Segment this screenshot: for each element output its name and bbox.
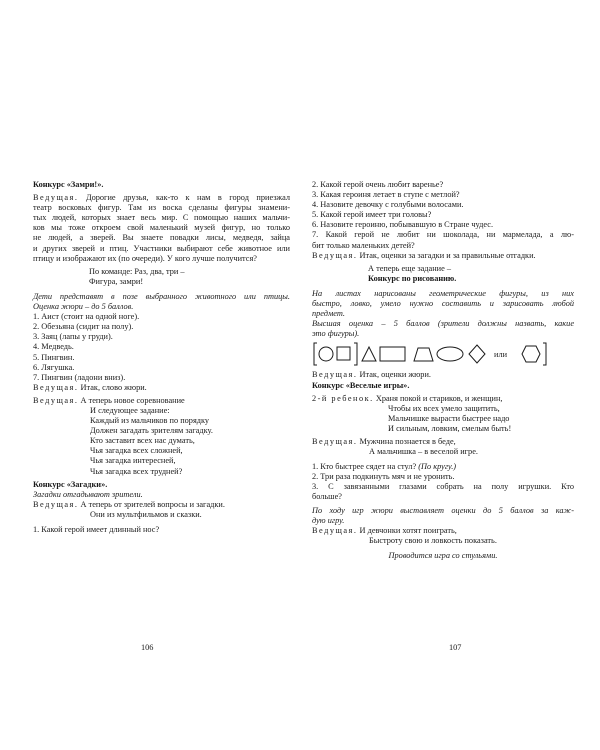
text-line: 7. Пингвин (ладони вниз).: [33, 372, 126, 382]
speaker-label: Ведущая.: [312, 436, 358, 446]
speaker-label: Ведущая.: [33, 193, 79, 203]
text-line: [33, 383, 290, 393]
text-line: А мальчишка – в веселой игре.: [369, 447, 478, 457]
text-line: 3. С завязанными глазами собрать на полу игрушки. Кто: [312, 482, 574, 492]
speaker-label: Ведущая.: [33, 382, 79, 392]
page-number-right: 107: [449, 643, 462, 652]
speech-text: Храня покой и стариков, и женщин,: [373, 393, 503, 403]
text-line: 4. Назовите девочку с голубыми волосами.: [312, 200, 464, 210]
text-line: Должен загадать зрителям загадку.: [90, 426, 213, 436]
text-line: не людей, а зверей. Вы знаете повадки лисы, медведя, зайца: [33, 233, 290, 243]
text-line: 5. Пингвин.: [33, 352, 75, 362]
text-line: это фигуры).: [312, 329, 360, 339]
text-line: [312, 251, 574, 261]
text-line: птицу и изображают их (по очереди). У кого лучше получится?: [33, 253, 257, 263]
text-line: 4. Медведь.: [33, 342, 74, 352]
text-line: быстро, ловко, умело нужно составить и зарисовать любой: [312, 299, 574, 309]
text-line: тых людей, которых знает весь мир. С помощью наших мальчи-: [33, 213, 290, 223]
circle-shape: [319, 347, 333, 361]
hexagon-shape: [522, 346, 540, 362]
text-line: И сильным, ловким, смелым быть!: [388, 423, 512, 433]
text-line: По команде: Раз, два, три –: [89, 266, 185, 276]
text-line: Дети представят в позе выбранного животного или птицы.: [33, 291, 290, 301]
text-line: [312, 526, 574, 536]
speaker-label: Ведущая.: [312, 525, 358, 535]
speech-text: Итак, слово жюри.: [78, 382, 147, 392]
game-text: 1. Кто быстрее сядет на стул?: [312, 462, 419, 472]
right-page: [312, 180, 574, 561]
text-line: Чья загадка всех сложней,: [90, 446, 183, 456]
text-line: [33, 396, 290, 406]
speaker-label: Ведущая.: [33, 499, 79, 509]
text-line: [312, 437, 574, 447]
text-line: Фигура, замри!: [89, 276, 144, 286]
game-note: (По кругу.): [418, 462, 457, 472]
text-line: ков мы тоже откроем свой маленький музей фигур, но только: [33, 223, 290, 233]
left-page: [33, 180, 290, 535]
speech-text: Итак, оценки жюри.: [357, 370, 431, 380]
square-shape: [337, 347, 350, 360]
text-line: театр восковых фигур. Там из воска сделаны фигуры знамени-: [33, 203, 290, 213]
text-line: дую игру.: [312, 515, 345, 525]
text-line: 2. Три раза подкинуть мяч и не уронить.: [312, 472, 455, 482]
text-line: Конкурс по рисованию.: [368, 273, 457, 283]
geometric-shapes-row: [312, 341, 574, 367]
text-line: На листах нарисованы геометрические фигуры, из них: [312, 288, 574, 298]
text-line: 6. Лягушка.: [33, 362, 75, 372]
text-line: [33, 500, 290, 510]
left-bracket-shape: [314, 343, 317, 365]
text-line: Загадки отгадывают зрители.: [33, 489, 143, 499]
text-line: 3. Заяц (лапы у груди).: [33, 332, 113, 342]
text-line: Чтобы их всех умело защитить,: [388, 403, 500, 413]
speaker-label: Ведущая.: [312, 370, 358, 380]
text-line: А теперь еще задание –: [368, 263, 451, 273]
speech-text: И девчонки хотят поиграть,: [357, 525, 457, 535]
text-line: Чья загадка интересней,: [90, 456, 176, 466]
speech-text: Мужчина познается в беде,: [357, 436, 456, 446]
text-line: Оценка жюри – до 5 баллов.: [33, 302, 134, 312]
text-line: Мальчишке вырасти быстрее надо: [388, 413, 510, 423]
text-line: [312, 394, 574, 404]
rectangle-shape: [380, 347, 405, 361]
text-line: 1. Аист (стоит на одной ноге).: [33, 312, 140, 322]
triangle-shape: [362, 347, 376, 361]
text-line: Кто заставит всех нас думать,: [90, 436, 195, 446]
speech-text: А теперь от зрителей вопросы и загадки.: [78, 499, 225, 509]
text-line: Конкурс «Замри!».: [33, 180, 104, 189]
shapes-or-label: или: [494, 350, 508, 360]
text-line: Высшая оценка – 5 баллов (зрители должны назвать, какие: [312, 319, 574, 329]
text-line: 1. Какой герой имеет длинный нос?: [33, 525, 160, 534]
text-line: Чья загадка всех трудней?: [90, 466, 183, 476]
oval-shape: [437, 347, 463, 361]
text-line: и других зверей и птиц. Участники выбирают себе животное или: [33, 243, 290, 253]
speech-text: Итак, оценки за загадки и за правильные отгадки.: [357, 250, 536, 260]
text-line: 3. Какая героиня летает в ступе с метлой?: [312, 190, 460, 200]
text-line: [312, 462, 574, 472]
text-line: Конкурс «Загадки».: [33, 479, 108, 489]
speech-text: Дорогие друзья, как-то к нам в город приезжал: [78, 193, 290, 203]
right-bracket-shape: [543, 343, 546, 365]
trapezoid-shape: [414, 348, 433, 361]
text-line: По ходу игр жюри выставляет оценки до 5 баллов за каж-: [312, 505, 574, 515]
text-line: бит только маленьких детей?: [312, 240, 415, 250]
text-line: Быстроту свою и ловкость показать.: [369, 535, 497, 545]
text-line: И следующее задание:: [90, 405, 170, 415]
speaker-label: 2-й ребенок.: [312, 393, 374, 403]
text-line: 2. Какой герой очень любит варенье?: [312, 180, 444, 189]
text-line: Каждый из мальчиков по порядку: [90, 416, 210, 426]
text-line: 6. Назовите героиню, побывавшую в Стране чудес.: [312, 220, 494, 230]
speaker-label: Ведущая.: [312, 250, 358, 260]
text-line: Они из мультфильмов и сказки.: [90, 509, 202, 519]
text-line: Конкурс «Веселые игры».: [312, 380, 410, 390]
speech-text: А теперь новое соревнование: [78, 395, 185, 405]
shapes-illustration: [312, 341, 556, 367]
speaker-label: Ведущая.: [33, 395, 79, 405]
bracket-shape: [354, 343, 357, 365]
rhombus-shape: [469, 345, 485, 363]
text-line: [33, 193, 290, 203]
text-line: Проводится игра со стульями.: [388, 550, 498, 560]
text-line: больше?: [312, 492, 342, 502]
page-number-left: 106: [141, 643, 154, 652]
text-line: 2. Обезьяна (сидит на полу).: [33, 322, 134, 332]
text-line: 5. Какой герой имеет три головы?: [312, 210, 432, 220]
text-line: предмет.: [312, 309, 346, 319]
text-line: [312, 370, 574, 380]
text-line: 7. Какой герой не любит ни шоколада, ни мармелада, а лю-: [312, 230, 574, 240]
